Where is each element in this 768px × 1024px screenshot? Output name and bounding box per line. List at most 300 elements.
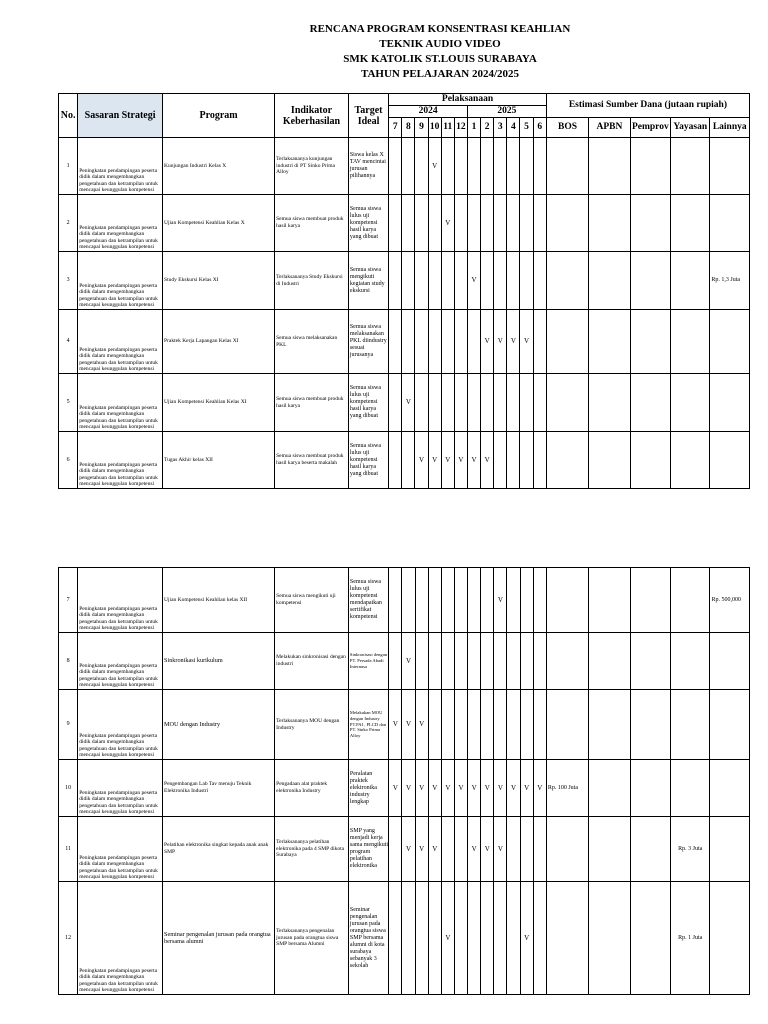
header-month: 3 bbox=[494, 118, 507, 138]
fund-cell bbox=[671, 760, 710, 817]
fund-cell bbox=[546, 432, 588, 489]
indikator-cell: Semua siswa membuat produk hasil karya beserta makalah bbox=[275, 432, 349, 489]
month-mark-cell: V bbox=[402, 690, 415, 760]
program-cell: MOU dengan Industry bbox=[163, 690, 275, 760]
month-mark-cell bbox=[467, 138, 480, 195]
header-fund-bos: BOS bbox=[546, 118, 588, 138]
sasaran-cell: Peningkatan pendampingan peserta didik dalam mengembangkan pengetahuan dan ketrampilan untuk mencapai keunggulan kompetensi bbox=[78, 252, 163, 310]
target-cell: Semua siswa lulus uji kompetensi hasil karya yang dibuat bbox=[348, 374, 388, 432]
fund-cell bbox=[589, 690, 630, 760]
month-mark-cell bbox=[415, 633, 428, 690]
program-cell: Ujian Kompetensi Keahlian Kelas XI bbox=[163, 374, 275, 432]
month-mark-cell: V bbox=[415, 760, 428, 817]
table-row bbox=[59, 374, 750, 432]
month-mark-cell bbox=[494, 374, 507, 432]
fund-cell bbox=[630, 138, 670, 195]
month-mark-cell bbox=[402, 568, 415, 633]
header-no: No. bbox=[59, 94, 78, 138]
indikator-cell: Terlaksananya MOU dengan Industry bbox=[275, 690, 349, 760]
fund-cell bbox=[589, 374, 630, 432]
indikator-cell: Terlaksananya Study Ekskursi di Industri bbox=[275, 252, 349, 310]
fund-cell bbox=[630, 568, 670, 633]
fund-cell bbox=[630, 195, 670, 252]
month-mark-cell: V bbox=[481, 817, 494, 882]
table-row bbox=[59, 252, 750, 310]
fund-cell: Rp. 500,000 bbox=[710, 568, 750, 633]
fund-cell bbox=[546, 310, 588, 374]
table-row bbox=[59, 633, 750, 690]
indikator-cell: Semua siswa membuat produk hasil karya bbox=[275, 195, 349, 252]
sasaran-cell: Peningkatan pendampingan peserta didik dalam mengembangkan pengetahuan dan ketrampilan untuk mencapai keunggulan kompetensi bbox=[78, 374, 163, 432]
program-cell: Study Ekskursi Kelas XI bbox=[163, 252, 275, 310]
month-mark-cell: V bbox=[507, 310, 520, 374]
month-mark-cell: V bbox=[428, 817, 441, 882]
fund-cell bbox=[710, 310, 750, 374]
month-mark-cell bbox=[520, 690, 533, 760]
month-mark-cell: V bbox=[468, 760, 481, 817]
header-fund-lainnya: Lainnya bbox=[710, 118, 750, 138]
month-mark-cell bbox=[415, 310, 428, 374]
month-mark-cell bbox=[481, 633, 494, 690]
month-mark-cell: V bbox=[494, 568, 507, 633]
fund-cell bbox=[671, 138, 710, 195]
month-mark-cell bbox=[507, 432, 520, 489]
month-mark-cell: V bbox=[494, 760, 507, 817]
fund-cell bbox=[630, 633, 670, 690]
fund-cell bbox=[546, 374, 588, 432]
month-mark-cell bbox=[507, 374, 520, 432]
fund-cell bbox=[546, 633, 588, 690]
header-fund-pemprov: Pemprov bbox=[630, 118, 670, 138]
month-mark-cell bbox=[533, 310, 546, 374]
month-mark-cell bbox=[481, 374, 494, 432]
header-dana: Estimasi Sumber Dana (jutaan rupiah) bbox=[546, 94, 749, 118]
month-mark-cell bbox=[507, 195, 520, 252]
month-mark-cell bbox=[520, 633, 533, 690]
month-mark-cell bbox=[468, 690, 481, 760]
indikator-cell: Semua siswa mengikuti uji kompetensi bbox=[275, 568, 349, 633]
month-mark-cell bbox=[520, 817, 533, 882]
month-mark-cell bbox=[468, 882, 481, 995]
month-mark-cell bbox=[454, 252, 467, 310]
month-mark-cell bbox=[507, 568, 520, 633]
row-number: 4 bbox=[59, 310, 78, 374]
sasaran-cell: Peningkatan pendampingan peserta didik dalam mengembangkan pengetahuan dan ketrampilan untuk mencapai keunggulan kompetensi bbox=[78, 138, 163, 195]
header-year-2025: 2025 bbox=[467, 106, 546, 118]
month-mark-cell bbox=[415, 138, 428, 195]
fund-cell bbox=[630, 760, 670, 817]
month-mark-cell bbox=[428, 690, 441, 760]
month-mark-cell bbox=[441, 690, 454, 760]
month-mark-cell bbox=[441, 374, 454, 432]
month-mark-cell bbox=[533, 817, 546, 882]
month-mark-cell bbox=[389, 195, 402, 252]
month-mark-cell: V bbox=[415, 432, 428, 489]
table-row bbox=[59, 195, 750, 252]
month-mark-cell bbox=[481, 138, 494, 195]
header-sasaran: Sasaran Strategi bbox=[78, 94, 163, 138]
fund-cell bbox=[630, 690, 670, 760]
month-mark-cell bbox=[454, 374, 467, 432]
row-number: 3 bbox=[59, 252, 78, 310]
program-table-part-2 bbox=[58, 567, 750, 995]
header-month: 8 bbox=[402, 118, 415, 138]
table-row bbox=[59, 138, 750, 195]
fund-cell bbox=[546, 817, 588, 882]
fund-cell bbox=[710, 882, 750, 995]
fund-cell bbox=[589, 138, 630, 195]
header-month: 10 bbox=[428, 118, 441, 138]
fund-cell bbox=[710, 195, 750, 252]
month-mark-cell bbox=[481, 690, 494, 760]
fund-cell bbox=[589, 633, 630, 690]
fund-cell bbox=[546, 138, 588, 195]
month-mark-cell: V bbox=[402, 817, 415, 882]
month-mark-cell bbox=[494, 633, 507, 690]
month-mark-cell bbox=[454, 138, 467, 195]
month-mark-cell bbox=[507, 252, 520, 310]
month-mark-cell bbox=[454, 633, 467, 690]
target-cell: SMP yang menjadi kerja sama mengikuti program pelatihan elektronika bbox=[348, 817, 388, 882]
program-cell: Praktek Kerja Lapangan Kelas XI bbox=[163, 310, 275, 374]
month-mark-cell: V bbox=[520, 882, 533, 995]
month-mark-cell bbox=[520, 252, 533, 310]
sasaran-cell: Peningkatan pendampingan peserta didik dalam mengembangkan pengetahuan dan ketrampilan untuk mencapai keunggulan kompetensi bbox=[78, 760, 163, 817]
header-month: 6 bbox=[533, 118, 546, 138]
fund-cell bbox=[671, 374, 710, 432]
month-mark-cell bbox=[468, 568, 481, 633]
month-mark-cell bbox=[428, 310, 441, 374]
program-cell: Ujian Kompetensi Keahlian Kelas X bbox=[163, 195, 275, 252]
month-mark-cell bbox=[533, 252, 546, 310]
month-mark-cell bbox=[389, 252, 402, 310]
month-mark-cell bbox=[507, 817, 520, 882]
row-number: 12 bbox=[59, 882, 78, 995]
month-mark-cell: V bbox=[454, 760, 467, 817]
month-mark-cell bbox=[494, 195, 507, 252]
fund-cell bbox=[671, 310, 710, 374]
header-month: 11 bbox=[441, 118, 454, 138]
month-mark-cell: V bbox=[533, 760, 546, 817]
target-cell: Melakukan MOU dengan Industry PT.PAI , PLCD dan PT. Sinko Prima Alloy bbox=[348, 690, 388, 760]
program-cell: Kunjungan Industri Kelas X bbox=[163, 138, 275, 195]
month-mark-cell bbox=[389, 138, 402, 195]
month-mark-cell bbox=[494, 690, 507, 760]
month-mark-cell bbox=[481, 568, 494, 633]
month-mark-cell bbox=[389, 882, 402, 995]
month-mark-cell bbox=[441, 138, 454, 195]
indikator-cell: Terlaksananya pelatihan elektronika pada 4 SMP dikota Surabaya bbox=[275, 817, 349, 882]
document-title bbox=[250, 22, 630, 82]
month-mark-cell bbox=[389, 432, 402, 489]
header-indikator: Indikator Keberhasilan bbox=[275, 94, 349, 138]
fund-cell bbox=[589, 252, 630, 310]
header-pelaksanaan: Pelaksanaan bbox=[389, 94, 547, 106]
fund-cell bbox=[589, 817, 630, 882]
row-number: 1 bbox=[59, 138, 78, 195]
target-cell: Semua siswa lulus uji kompetensi mendapatkan sertifikat kompetensi bbox=[348, 568, 388, 633]
fund-cell: Rp. 1,3 Juta bbox=[710, 252, 750, 310]
month-mark-cell: V bbox=[441, 195, 454, 252]
month-mark-cell: V bbox=[415, 690, 428, 760]
header-month: 4 bbox=[507, 118, 520, 138]
fund-cell bbox=[630, 882, 670, 995]
fund-cell bbox=[630, 374, 670, 432]
month-mark-cell: V bbox=[402, 760, 415, 817]
indikator-cell: Semua siswa melaksanakan PKL bbox=[275, 310, 349, 374]
header-month: 12 bbox=[454, 118, 467, 138]
month-mark-cell: V bbox=[389, 690, 402, 760]
month-mark-cell bbox=[494, 252, 507, 310]
month-mark-cell bbox=[454, 568, 467, 633]
month-mark-cell bbox=[454, 310, 467, 374]
fund-cell: Rp. 3 Juta bbox=[671, 817, 710, 882]
fund-cell bbox=[671, 690, 710, 760]
month-mark-cell bbox=[441, 817, 454, 882]
month-mark-cell bbox=[533, 138, 546, 195]
fund-cell bbox=[589, 310, 630, 374]
indikator-cell: Terlaksananya kunjungan industri di PT Sinko Prima Alloy bbox=[275, 138, 349, 195]
month-mark-cell bbox=[428, 252, 441, 310]
fund-cell bbox=[710, 374, 750, 432]
table-row bbox=[59, 760, 750, 817]
month-mark-cell bbox=[454, 882, 467, 995]
month-mark-cell bbox=[454, 817, 467, 882]
month-mark-cell bbox=[402, 882, 415, 995]
fund-cell bbox=[546, 195, 588, 252]
month-mark-cell bbox=[402, 432, 415, 489]
month-mark-cell bbox=[494, 432, 507, 489]
month-mark-cell: V bbox=[415, 817, 428, 882]
month-mark-cell bbox=[428, 374, 441, 432]
fund-cell bbox=[589, 432, 630, 489]
fund-cell bbox=[589, 568, 630, 633]
indikator-cell: Semua siswa membuat produk hasil karya bbox=[275, 374, 349, 432]
row-number: 2 bbox=[59, 195, 78, 252]
target-cell: Semua siswa melaksanakan PKL diindustry sesuai jurusanya bbox=[348, 310, 388, 374]
sasaran-cell: Peningkatan pendampingan peserta didik dalam mengembangkan pengetahuan dan ketrampilan untuk mencapai keunggulan kompetensi bbox=[78, 195, 163, 252]
month-mark-cell: V bbox=[481, 760, 494, 817]
fund-cell bbox=[589, 195, 630, 252]
title-line-1: RENCANA PROGRAM KONSENTRASI KEAHLIAN bbox=[309, 23, 571, 35]
month-mark-cell bbox=[389, 568, 402, 633]
month-mark-cell bbox=[520, 568, 533, 633]
month-mark-cell bbox=[468, 633, 481, 690]
fund-cell: Rp. 1 Juta bbox=[671, 882, 710, 995]
fund-cell bbox=[710, 138, 750, 195]
month-mark-cell bbox=[415, 882, 428, 995]
month-mark-cell bbox=[533, 882, 546, 995]
fund-cell bbox=[630, 252, 670, 310]
sasaran-cell: Peningkatan pendampingan peserta didik dalam mengembangkan pengetahuan dan ketrampilan untuk mencapai keunggulan kompetensi bbox=[78, 633, 163, 690]
fund-cell bbox=[546, 568, 588, 633]
month-mark-cell bbox=[507, 633, 520, 690]
title-line-3: SMK KATOLIK ST.LOUIS SURABAYA bbox=[343, 53, 537, 65]
indikator-cell: Terlaksananya pengenalan jurusan pada orangtua siswa SMP bersama Alumni bbox=[275, 882, 349, 995]
title-line-2: TEKNIK AUDIO VIDEO bbox=[379, 38, 501, 50]
fund-cell bbox=[710, 760, 750, 817]
month-mark-cell bbox=[533, 690, 546, 760]
month-mark-cell bbox=[428, 195, 441, 252]
month-mark-cell bbox=[533, 432, 546, 489]
indikator-cell: Melakukan sinkronisasi dengan industri bbox=[275, 633, 349, 690]
month-mark-cell: V bbox=[402, 374, 415, 432]
header-year-2024: 2024 bbox=[389, 106, 468, 118]
month-mark-cell bbox=[520, 374, 533, 432]
month-mark-cell bbox=[533, 633, 546, 690]
target-cell: Siswa kelas X TAV mencintai jurusan pilihannya bbox=[348, 138, 388, 195]
month-mark-cell bbox=[402, 310, 415, 374]
month-mark-cell bbox=[402, 252, 415, 310]
month-mark-cell bbox=[467, 195, 480, 252]
month-mark-cell bbox=[533, 568, 546, 633]
month-mark-cell bbox=[481, 882, 494, 995]
fund-cell: Rp. 100 Juta bbox=[546, 760, 588, 817]
month-mark-cell bbox=[533, 195, 546, 252]
month-mark-cell bbox=[428, 882, 441, 995]
program-table-part-1 bbox=[58, 93, 750, 489]
fund-cell bbox=[589, 882, 630, 995]
sasaran-cell: Peningkatan pendampingan peserta didik dalam mengembangkan pengetahuan dan ketrampilan untuk mencapai keunggulan kompetensi bbox=[78, 310, 163, 374]
fund-cell bbox=[710, 690, 750, 760]
month-mark-cell bbox=[389, 817, 402, 882]
sasaran-cell: Peningkatan pendampingan peserta didik dalam mengembangkan pengetahuan dan ketrampilan untuk mencapai keunggulan kompetensi bbox=[78, 817, 163, 882]
month-mark-cell bbox=[415, 195, 428, 252]
sasaran-cell: Peningkatan pendampingan peserta didik dalam mengembangkan pengetahuan dan ketrampilan untuk mencapai keunggulan kompetensi bbox=[78, 568, 163, 633]
month-mark-cell bbox=[428, 633, 441, 690]
target-cell: Peralatan praktek elektronika industry lengkap bbox=[348, 760, 388, 817]
header-month: 7 bbox=[389, 118, 402, 138]
month-mark-cell bbox=[415, 252, 428, 310]
month-mark-cell: V bbox=[402, 633, 415, 690]
month-mark-cell: V bbox=[389, 760, 402, 817]
target-cell: Semua siswa lulus uji kompetensi hasil karya yang dibuat bbox=[348, 195, 388, 252]
month-mark-cell: V bbox=[520, 310, 533, 374]
month-mark-cell: V bbox=[507, 760, 520, 817]
program-cell: Pelatihan elektronika singkat kepada anak anak SMP bbox=[163, 817, 275, 882]
month-mark-cell: V bbox=[454, 432, 467, 489]
row-number: 5 bbox=[59, 374, 78, 432]
month-mark-cell bbox=[507, 690, 520, 760]
month-mark-cell: V bbox=[468, 817, 481, 882]
header-month: 2 bbox=[481, 118, 494, 138]
month-mark-cell bbox=[520, 195, 533, 252]
header-month: 1 bbox=[467, 118, 480, 138]
program-cell: Ujian Kompetensi Keahlian kelas XII bbox=[163, 568, 275, 633]
month-mark-cell bbox=[520, 138, 533, 195]
fund-cell bbox=[589, 760, 630, 817]
target-cell: Semua siswa mengikuti kegiatan study ekskursi bbox=[348, 252, 388, 310]
target-cell: Semua siswa lulus uji kompetensi hasil karya yang dibuat bbox=[348, 432, 388, 489]
sasaran-cell: Peningkatan pendampingan peserta didik dalam mengembangkan pengetahuan dan ketrampilan untuk mencapai keunggulan kompetensi bbox=[78, 690, 163, 760]
header-target: Target Ideal bbox=[348, 94, 388, 138]
sasaran-cell: Peningkatan pendampingan peserta didik dalam mengembangkan pengetahuan dan ketrampilan untuk mencapai keunggulan kompetensi bbox=[78, 432, 163, 489]
month-mark-cell bbox=[415, 374, 428, 432]
month-mark-cell: V bbox=[441, 760, 454, 817]
target-cell: Seminar pengenalan jurusan pada orangtua siswa SMP bersama alumni di kota surabaya sebanyak 3 sekolah bbox=[348, 882, 388, 995]
month-mark-cell bbox=[441, 568, 454, 633]
month-mark-cell: V bbox=[481, 310, 494, 374]
month-mark-cell: V bbox=[494, 310, 507, 374]
month-mark-cell: V bbox=[520, 760, 533, 817]
target-cell: Sinkronisasi dengan PT. Persada Abadi Internusa bbox=[348, 633, 388, 690]
month-mark-cell: V bbox=[481, 432, 494, 489]
row-number: 10 bbox=[59, 760, 78, 817]
month-mark-cell bbox=[454, 195, 467, 252]
fund-cell bbox=[671, 568, 710, 633]
indikator-cell: Pengadaan alat praktek elektronika Industry bbox=[275, 760, 349, 817]
month-mark-cell bbox=[389, 310, 402, 374]
fund-cell bbox=[671, 195, 710, 252]
month-mark-cell: V bbox=[494, 817, 507, 882]
fund-cell bbox=[710, 432, 750, 489]
month-mark-cell bbox=[467, 374, 480, 432]
month-mark-cell: V bbox=[467, 432, 480, 489]
sasaran-cell: Peningkatan pendampingan peserta didik dalam mengembangkan pengetahuan dan ketrampilan untuk mencapai keunggulan kompetensi bbox=[78, 882, 163, 995]
month-mark-cell bbox=[507, 882, 520, 995]
fund-cell bbox=[710, 817, 750, 882]
fund-cell bbox=[671, 432, 710, 489]
month-mark-cell: V bbox=[428, 760, 441, 817]
row-number: 7 bbox=[59, 568, 78, 633]
month-mark-cell: V bbox=[428, 432, 441, 489]
program-cell: Tugas Akhir kelas XII bbox=[163, 432, 275, 489]
header-program: Program bbox=[163, 94, 275, 138]
table-row bbox=[59, 690, 750, 760]
program-cell: Sinkronikasi kurikulum bbox=[163, 633, 275, 690]
fund-cell bbox=[630, 432, 670, 489]
header-fund-yayasan: Yayasan bbox=[671, 118, 710, 138]
program-cell: Pengembangan Lab Tav menuju Teknik Elektronika Industri bbox=[163, 760, 275, 817]
month-mark-cell bbox=[467, 310, 480, 374]
month-mark-cell bbox=[428, 568, 441, 633]
month-mark-cell bbox=[494, 882, 507, 995]
table-row bbox=[59, 817, 750, 882]
month-mark-cell bbox=[481, 252, 494, 310]
fund-cell bbox=[710, 633, 750, 690]
title-line-4: TAHUN PELAJARAN 2024/2025 bbox=[360, 68, 520, 80]
month-mark-cell: V bbox=[441, 432, 454, 489]
table-row bbox=[59, 568, 750, 633]
row-number: 6 bbox=[59, 432, 78, 489]
month-mark-cell bbox=[402, 138, 415, 195]
month-mark-cell bbox=[533, 374, 546, 432]
month-mark-cell bbox=[402, 195, 415, 252]
month-mark-cell bbox=[454, 690, 467, 760]
month-mark-cell bbox=[415, 568, 428, 633]
month-mark-cell bbox=[494, 138, 507, 195]
fund-cell bbox=[671, 252, 710, 310]
fund-cell bbox=[546, 252, 588, 310]
month-mark-cell bbox=[481, 195, 494, 252]
table-row bbox=[59, 882, 750, 995]
month-mark-cell bbox=[507, 138, 520, 195]
row-number: 8 bbox=[59, 633, 78, 690]
month-mark-cell bbox=[389, 374, 402, 432]
fund-cell bbox=[630, 310, 670, 374]
header-month: 5 bbox=[520, 118, 533, 138]
program-cell: Seminar pengenalan jurusan pada orangtua bersama alumni bbox=[163, 882, 275, 995]
fund-cell bbox=[630, 817, 670, 882]
table-row bbox=[59, 432, 750, 489]
fund-cell bbox=[671, 633, 710, 690]
row-number: 9 bbox=[59, 690, 78, 760]
row-number: 11 bbox=[59, 817, 78, 882]
header-month: 9 bbox=[415, 118, 428, 138]
month-mark-cell bbox=[520, 432, 533, 489]
month-mark-cell bbox=[441, 310, 454, 374]
fund-cell bbox=[546, 882, 588, 995]
